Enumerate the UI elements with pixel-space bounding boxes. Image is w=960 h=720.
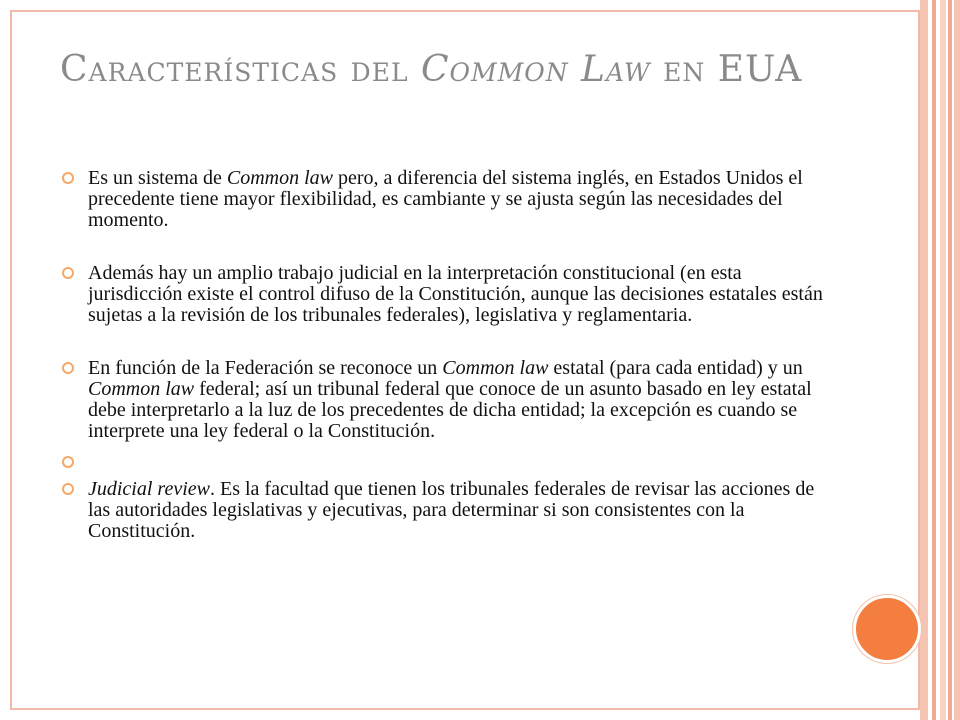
stripe (920, 0, 928, 720)
bullet-text: estatal (para cada entidad) y un (548, 357, 803, 379)
title-text-2: en EUA (650, 49, 803, 90)
stripe (948, 0, 952, 720)
bullet-icon (62, 267, 74, 279)
slide-title (60, 50, 820, 90)
title-text-1: Características del (60, 49, 421, 90)
stripe (932, 0, 936, 720)
orange-circle-icon (853, 595, 921, 663)
stripe (940, 0, 946, 720)
bullet-text: En función de la Federación se reconoce un (88, 357, 443, 379)
bullet-text: Es un sistema de (88, 167, 227, 189)
bullet-icon (62, 362, 74, 374)
bullet-item-empty (62, 452, 832, 473)
bullet-icon (62, 172, 74, 184)
bullet-list (62, 168, 832, 542)
bullet-icon (62, 483, 74, 495)
bullet-italic: Common law (88, 378, 195, 400)
bullet-item (62, 479, 832, 542)
bullet-text: federal; así un tribunal federal que conoce de un asunto basado en ley estatal debe interpretarlo a la luz de los precedentes de dicha entidad; la excepción es cuando se interprete una ley federal o la Constitución. (88, 378, 812, 442)
bullet-text: . Es la facultad que tienen los tribunales federales de revisar las acciones de las autoridades legislativas y ejecutivas, para determinar si son consistentes con la Constitución. (88, 478, 815, 542)
decorative-stripes (920, 0, 960, 720)
bullet-italic: Judicial review (88, 478, 210, 500)
bullet-italic: Common law (226, 167, 333, 189)
bullet-item (62, 358, 832, 442)
bullet-text: Además hay un amplio trabajo judicial en la interpretación constitucional (en esta jurisdicción existe el control difuso de la Constitución, aunque las decisiones estatales están sujetas a la revisión de los tribunales federales), legislativa y reglamentaria. (88, 262, 823, 326)
title-italic: Common Law (421, 49, 651, 90)
bullet-italic: Common law (442, 357, 549, 379)
bullet-item (62, 168, 832, 231)
stripe (954, 0, 960, 720)
bullet-text: pero, a diferencia del sistema inglés, en Estados Unidos el precedente tiene mayor flexibilidad, es cambiante y se ajusta según las necesidades del momento. (88, 167, 803, 231)
bullet-icon (62, 456, 74, 468)
bullet-item (62, 263, 832, 326)
